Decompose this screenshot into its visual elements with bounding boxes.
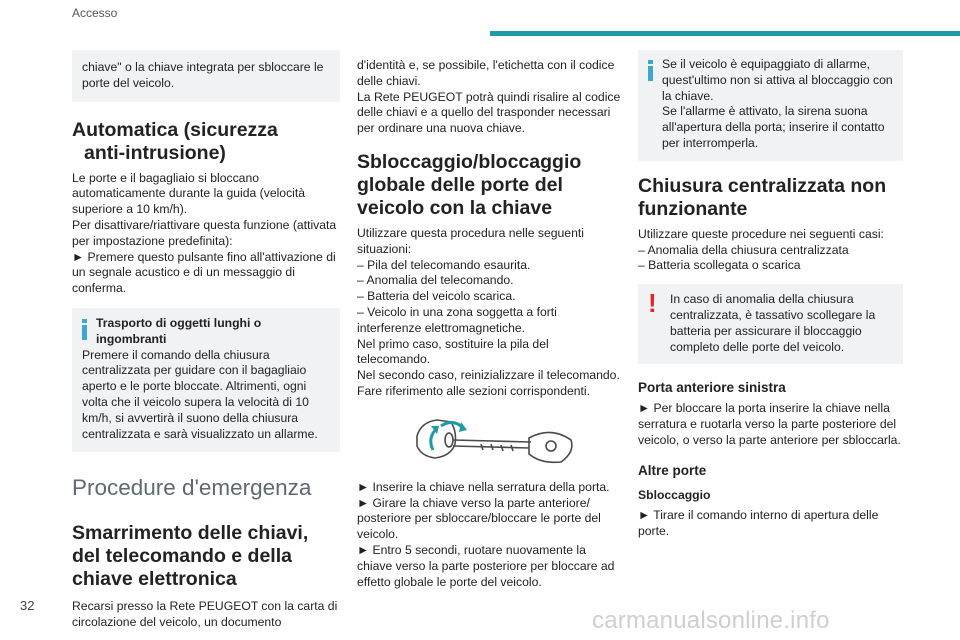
section-heading-emergency: Procedure d'emergenza: [72, 475, 312, 501]
auto-lock-text: Le porte e il bagagliaio si bloccano automaticamente durante la guida (velocità superiore a 10 km/h). Per disattivare/riattivare questa funzione (attivata per impostazione predefinita): ► Premere questo pulsante fino all'attivazione di un segnale acustico e di un messaggio di conferma.: [72, 170, 337, 296]
column-2: [357, 50, 624, 590]
header-accent-bar: [490, 31, 960, 36]
step-item: ► Entro 5 secondi, ruotare nuovamente la chiave verso la parte posteriore per bloccare ad effetto globale le porte del veicolo.: [357, 542, 615, 589]
heading-auto-line1: Automatica (sicurezza: [72, 118, 278, 141]
heading-other-doors: Altre porte: [638, 462, 707, 478]
watermark-text: carmanualsonline.info: [592, 607, 830, 634]
column-1: [72, 50, 340, 631]
info-icon: [82, 319, 90, 348]
cases-list: [638, 243, 903, 275]
central-locking-intro: Utilizzare queste procedure nei seguenti casi:: [638, 226, 884, 241]
continued-note-text: chiave" o la chiave integrata per sbloccare le porte del veicolo.: [82, 60, 324, 90]
key-illustration-icon: [411, 412, 581, 470]
list-item: – Anomalia del telecomando.: [357, 273, 514, 288]
heading-front-left-door: Porta anteriore sinistra: [638, 380, 786, 396]
heading-auto-line2: anti-intrusione): [84, 141, 226, 164]
step-item: ► Inserire la chiave nella serratura della porta.: [357, 479, 610, 494]
global-unlock-intro: Utilizzare questa procedura nelle seguenti situazioni:: [357, 225, 584, 256]
unlocking-text: ► Tirare il comando interno di apertura delle porte.: [638, 507, 879, 538]
warning-box-battery: [638, 284, 903, 364]
info-title-line2: ingombranti: [96, 331, 167, 346]
running-header: Accesso: [72, 6, 118, 20]
heading-unlocking: Sbloccaggio: [638, 487, 711, 502]
info-box-long-objects: [72, 308, 340, 452]
list-item: – Batteria del veicolo scarica.: [357, 289, 516, 304]
lost-keys-text: Recarsi presso la Rete PEUGEOT con la carta di circolazione del veicolo, un documento: [72, 599, 338, 630]
list-item: – Anomalia della chiusura centralizzata: [638, 242, 849, 257]
continued-note-box: [72, 50, 340, 102]
heading-lost-keys: Smarrimento delle chiavi, del telecomando e della chiave elettronica: [72, 522, 309, 591]
key-in-lock-illustration: [411, 412, 581, 470]
procedure-steps: [357, 480, 624, 591]
situations-list: [357, 258, 624, 337]
front-left-door-text: ► Per bloccare la porta inserire la chiave nella serratura e ruotarla verso la parte posteriore del veicolo, o verso la parte anteriore per sbloccarla.: [638, 401, 901, 447]
info-text: Premere il comando della chiusura centralizzata per guidare con il bagagliaio aperto e le porte bloccate. Altrimenti, ogni volta che il veicolo supera la velocità di 10 km/h, si avvertirà il suono della chiusura centralizzata e sarà visualizzato un allarme.: [82, 347, 318, 441]
column-3: [638, 50, 903, 539]
global-unlock-notes: Nel primo caso, sostituire la pila del telecomando. Nel secondo caso, reinizializzare il telecomando. Fare riferimento alle sezioni corrispondenti.: [357, 336, 620, 398]
info-box-alarm: [638, 50, 903, 161]
heading-automatic-locking: [72, 119, 340, 165]
page-number: 32: [20, 598, 35, 613]
list-item: – Batteria scollegata o scarica: [638, 258, 801, 273]
continued-text: d'identità e, se possibile, l'etichetta con il codice delle chiavi. La Rete PEUGEOT potrà quindi risalire al codice delle chiavi e a quello del trasponder necessari per ordinare una nuova chiave.: [357, 58, 621, 136]
list-item: – Pila del telecomando esaurita.: [357, 257, 531, 272]
heading-central-locking-failure: Chiusura centralizzata non funzionante: [638, 174, 887, 220]
list-item: – Veicolo in una zona soggetta a forti interferenze elettromagnetiche.: [357, 304, 557, 335]
info-title-line1: Trasporto di oggetti lunghi o: [96, 315, 262, 330]
heading-global-unlock: Sbloccaggio/bloccaggio globale delle porte del veicolo con la chiave: [357, 150, 582, 219]
info-icon: [648, 60, 656, 152]
warning-text: In caso di anomalia della chiusura centralizzata, è tassativo scollegare la batteria per assicurare il bloccaggio completo delle porte del veicolo.: [670, 292, 876, 354]
step-item: ► Girare la chiave verso la parte anteriore/ posteriore per sbloccare/bloccare le porte del veicolo.: [357, 495, 601, 542]
alarm-text: Se il veicolo è equipaggiato di allarme, quest'ultimo non si attiva al bloccaggio con la chiave. Se l'allarme è attivato, la sirena suona all'apertura della porta; inserire il contatto per interromperla.: [662, 57, 893, 150]
warning-exclamation-icon: !: [648, 288, 657, 319]
